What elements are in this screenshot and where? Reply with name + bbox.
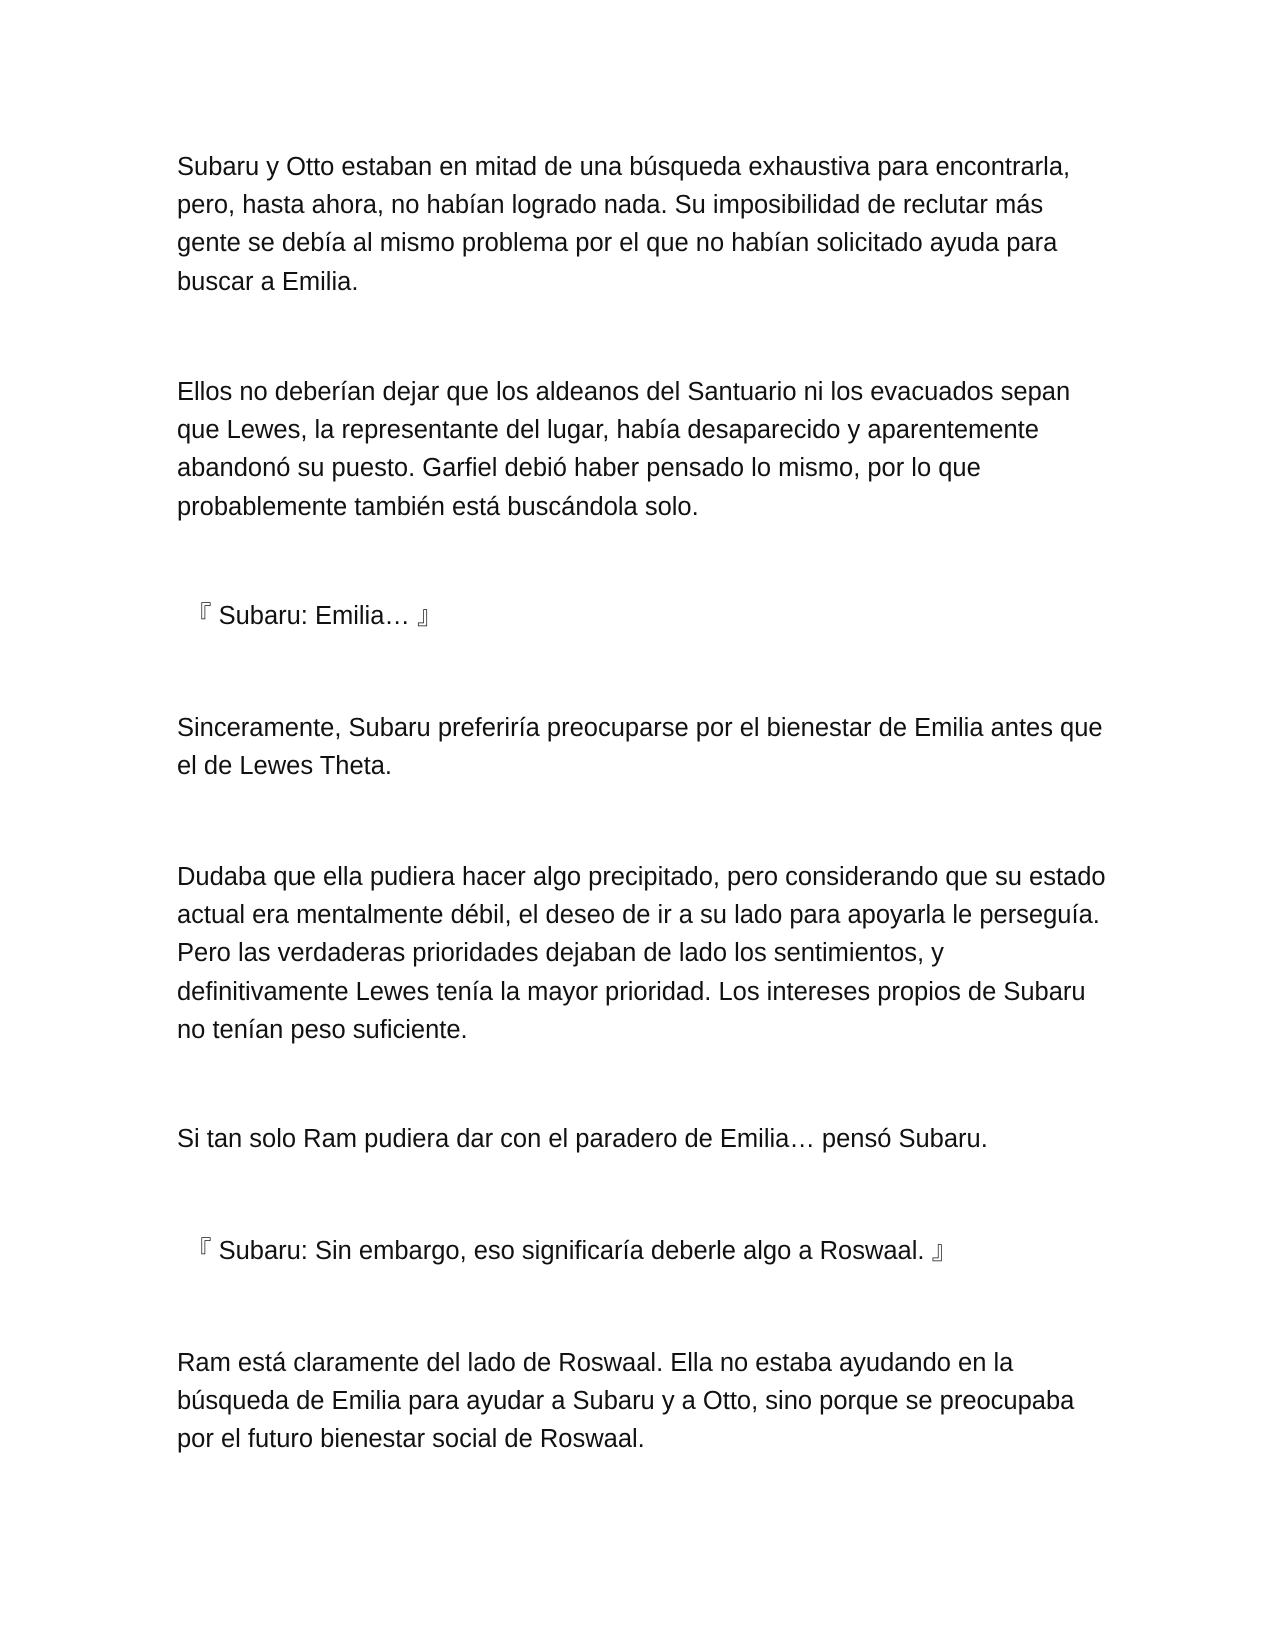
dialogue-roswaal: 『 Subaru: Sin embargo, eso significaría deberle algo a Roswaal. 』 xyxy=(186,1237,958,1265)
paragraph-wellbeing: Sinceramente, Subaru preferiría preocuparse por el bienestar de Emilia antes que el de Lewes Theta. xyxy=(177,714,1103,781)
paragraph-search: Subaru y Otto estaban en mitad de una búsqueda exhaustiva para encontrarla, pero, hasta ahora, no habían logrado nada. Su imposibilidad de reclutar más gente se debía al mismo problema por el que no habían solicitado ayuda para buscar a Emilia. xyxy=(177,153,1071,296)
paragraph-priorities: Dudaba que ella pudiera hacer algo precipitado, pero considerando que su estado actual era mentalmente débil, el deseo de ir a su lado para apoyarla le perseguía. Pero las verdaderas prioridades dejaban de lado los sentimientos, y definitivamente Lewes tenía la mayor prioridad. Los intereses propios de Subaru no tenían peso suficiente. xyxy=(177,863,1106,1044)
paragraph-ram-side: Ram está claramente del lado de Roswaal. Ella no estaba ayudando en la búsqueda de Emilia para ayudar a Subaru y a Otto, sino porque se preocupaba por el futuro bienestar social de Roswaal. xyxy=(177,1349,1075,1454)
paragraph-ram-whereabouts: Si tan solo Ram pudiera dar con el paradero de Emilia… pensó Subaru. xyxy=(177,1125,988,1153)
paragraph-sanctuary: Ellos no deberían dejar que los aldeanos del Santuario ni los evacuados sepan que Lewes, la representante del lugar, había desaparecido y aparentemente abandonó su puesto. Garfiel debió haber pensado lo mismo, por lo que probablemente también está buscándola solo. xyxy=(177,378,1071,521)
dialogue-emilia: 『 Subaru: Emilia… 』 xyxy=(186,602,443,630)
